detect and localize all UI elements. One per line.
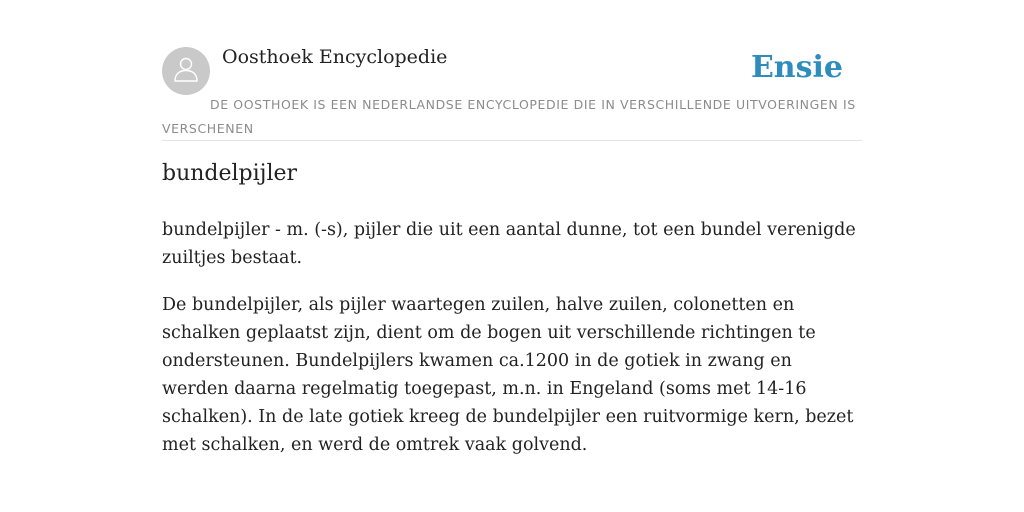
- user-icon: [171, 54, 201, 89]
- entry-paragraph: De bundelpijler, als pijler waartegen zuilen, halve zuilen, colonetten en schalken geplaatst zijn, dient om de bogen uit verschillende richtingen te ondersteunen. Bundelpijlers kwamen ca.1200 in de gotiek in zwang en werden daarna regelmatig toegepast, m.n. in Engeland (soms met 14-16 schalken). In de late gotiek kreeg de bundelpijler een ruitvormige kern, bezet met schalken, en werd de omtrek vaak golvend.: [162, 295, 854, 455]
- source-tagline: DE OOSTHOEK IS EEN NEDERLANDSE ENCYCLOPEDIE DIE IN VERSCHILLENDE UITVOERINGEN IS VERSCHENEN: [162, 97, 856, 136]
- entry-definition: bundelpijler - m. (-s), pijler die uit een aantal dunne, tot een bundel verenigde zuiltjes bestaat.: [162, 220, 856, 268]
- entry-title: bundelpijler: [162, 161, 298, 186]
- brand-logo-link[interactable]: Ensie: [750, 50, 843, 85]
- source-name-link[interactable]: Oosthoek Encyclopedie: [222, 46, 448, 68]
- source-avatar[interactable]: [162, 47, 210, 95]
- source-header: [162, 44, 862, 141]
- entry-body: [162, 216, 862, 478]
